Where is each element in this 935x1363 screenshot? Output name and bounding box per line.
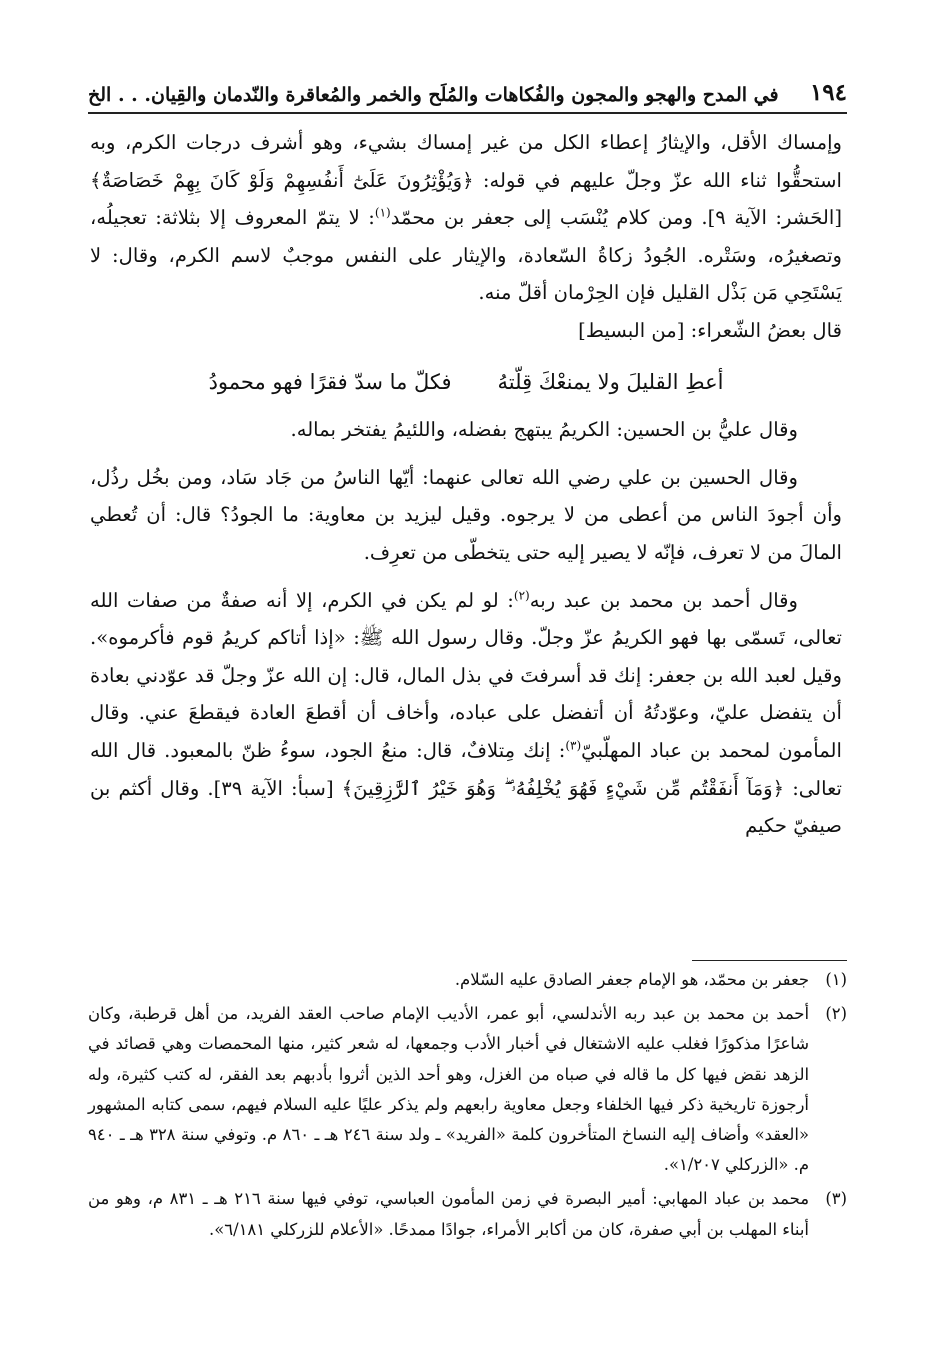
paragraph-3: وقال الحسين بن علي رضي الله تعالى عنهما: أيّها الناسُ من جَاد سَاد، ومن بخُل رذُل، وأن أجودَ الناس من أعطى من لا يرجوه. وقيل ليزيد بن معاوية: ما الجودُ؟ قال: أن تُعطي المالَ من لا تعرف، فإنّه لا يصير إليه حتى يتخطّى من تعرِف. [90, 465, 842, 564]
footnote-text: محمد بن عباد المهابي: أمير البصرة في زمن المأمون العباسي، توفي فيها سنة ٢١٦ هـ ـ ٨٣١ م، وهو من أبناء المهلب بن أبي صفرة، كان من أكابر الأمراء، جوادًا ممدحًا. «الأعلام للزركلي ٦/١٨١». [88, 1189, 809, 1239]
page-number: ١٩٤ [809, 79, 847, 106]
footnotes [88, 960, 847, 1245]
paragraph-4-text-c: : إنك مِتلافٌ، قال: منعُ الجود، سوءُ ظنّ بالمعبود. قال الله تعالى: [90, 738, 842, 800]
footnote-number: (٣) [825, 1189, 847, 1209]
verse-second-hemistich: فكلّ ما سدّ فقرًا فهو محمودُ [208, 369, 452, 394]
paragraph-1-text-a: وإمساك الأقل، والإيثارُ إعطاء الكل من غير إمساك بشيء، وهو أشرف درجات الكرم، وبه استحقُّوا ثناء الله عزّ وجلّ عليهم في قوله: [90, 131, 842, 192]
footnote-item [88, 965, 847, 995]
footnote-marker-3[interactable]: (٣) [565, 738, 582, 753]
footnote-text: أحمد بن محمد بن عبد ربه الأندلسي، أبو عمر، الأديب الإمام صاحب العقد الفريد، من أهل قرطبة، وكان شاعرًا مذكورًا فغلب عليه الاشتغال في أخبار الأدب وجمعها، له شعر كثير، منها المحمصات وهي قصائد في الزهد نقض فيها كل ما قاله في صباه من الغزل، وهو أحد الذين أثروا بأدبهم بعد الفقر، له كتب كثيرة، وله أرجوزة تاريخية ذكر فيها الخلفاء وجعل معاوية رابعهم ولم يذكر عليًا عليه السلام فيهم، سمى كتابه المشهور «العقد» وأضاف إليه النساخ المتأخرون كلمة «الفريد» ـ ولد سنة ٢٤٦ هـ ـ ٨٦٠ م. وتوفي سنة ٣٢٨ هـ ـ ٩٤٠ م. «الزركلي ١/٢٠٧». [88, 1004, 810, 1175]
footnote-number: (٢) [825, 1004, 847, 1024]
page-header [88, 70, 847, 114]
paragraph-1-text-b: : لا يتمّ المعروف إلا بثلاثة: تعجيلُه، وتصغيرُه، وسَتْره. الجُودُ زكاةُ السّعادة، والإيثار على النفس موجبٌ لاسم الكرم، وقال: لا يَسْتَحِي مَن بَذْل القليل فإن الحِرْمان أقلّ منه. [90, 206, 842, 305]
footnote-marker-2[interactable]: (٢) [513, 588, 530, 602]
footnote-item [88, 1184, 847, 1244]
quran-verse-1: ﴿وَيُؤْثِرُونَ عَلَىٰٓ أَنفُسِهِمْ وَلَوْ كَانَ بِهِمْ خَصَاصَةٌ﴾ [90, 168, 474, 192]
quran-ref-2: [سبأ: الآية ٣٩]. وقال أكثم بن صيفيّ حكيم [90, 776, 842, 838]
poetry-verse [90, 364, 842, 402]
paragraph-1 [90, 124, 842, 312]
footnote-text: جعفر بن محمّد، هو الإمام جعفر الصادق عليه السّلام. [454, 970, 809, 989]
footnote-number: (١) [825, 970, 847, 989]
paragraph-4 [90, 582, 842, 845]
verse-first-hemistich: أعطِ القليلَ ولا يمنعْكَ قِلّتهُ [497, 369, 724, 394]
paragraph-4-text-b: : لو لم يكن في الكرم، إلا أنه صفةٌ من صفات الله تعالى، تَسمّى بها فهو الكريمُ عزّ وجلّ. وقال رسول الله ﷺ: «إذا أتاكم كريمُ قوم فأكرموه». وقيل لعبد الله بن جعفر: إنك قد أسرفتَ في بذل المال، قال: إن الله عزّ وجلّ قد عوّدني بعادة أن يتفضل عليّ، وعوّدتُهُ أن أتفضل على عباده، وأخاف أن أقطعَ العادة فيقطعَ عني. وقال المأمون لمحمد بن عباد المهلّبيّ [90, 588, 842, 762]
main-text [90, 124, 842, 845]
poet-intro: قال بعضُ الشّعراء: [من البسيط] [578, 318, 842, 342]
footnote-marker-1[interactable]: (١) [374, 205, 391, 220]
paragraph-2: وقال عليُّ بن الحسين: الكريمُ يبتهج بفضله، واللئيمُ يفتخر بماله. [290, 418, 798, 442]
quran-verse-2: ﴿وَمَآ أَنفَقْتُم مِّن شَيْءٍ فَهُوَ يُخْلِفُهُۥ ۖ وَهُوَ خَيْرُ ٱلرَّٰزِقِينَ﴾ [341, 776, 785, 800]
quran-ref-1: [الحَشر: الآية ٩]. ومن كلام يُنْسَب إلى جعفر بن محمّد [390, 206, 842, 230]
running-title: في المدح والهجو والمجون والفُكاهات والمُلَح والخمر والمُعاقرة والنّدمان والقِيان. . . الخ [88, 84, 779, 106]
paragraph-4-text-a: وقال أحمد بن محمد بن عبد ربه [529, 588, 798, 612]
footnote-divider [692, 960, 847, 961]
footnote-item [88, 999, 847, 1180]
